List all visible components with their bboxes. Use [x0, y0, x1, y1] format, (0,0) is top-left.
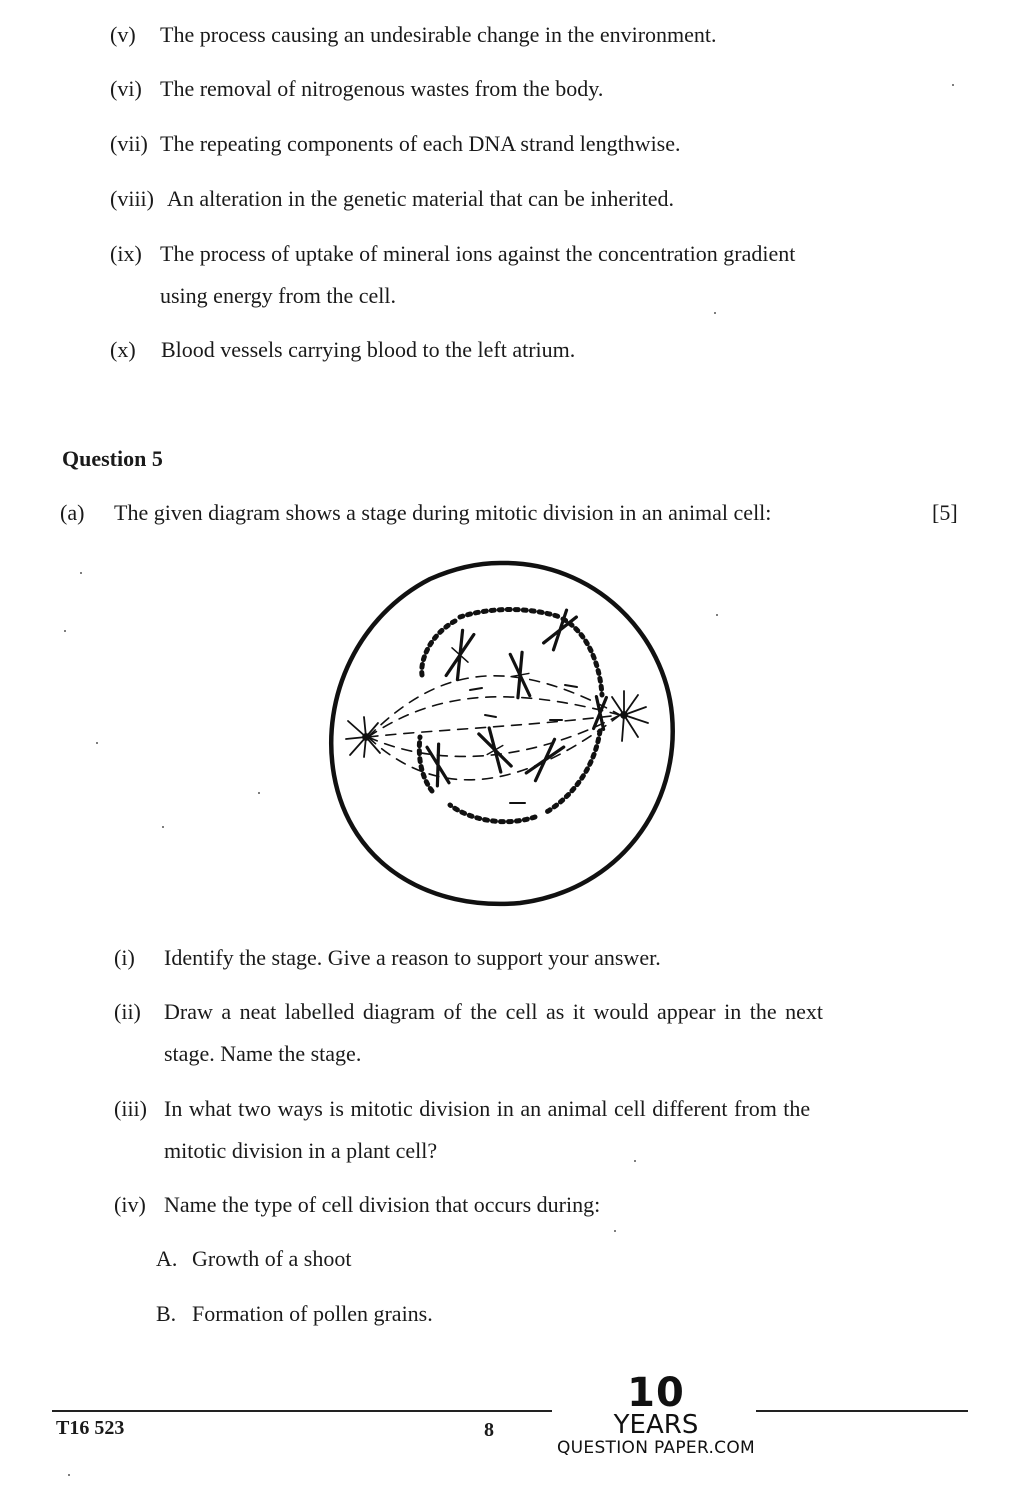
item-number: (ix)	[110, 241, 142, 266]
logo-site: QUESTION PAPER.COM	[557, 1438, 755, 1458]
sub-question-number: (i)	[114, 945, 135, 970]
item-number: (v)	[110, 22, 136, 47]
item-text: The removal of nitrogenous wastes from the body.	[160, 76, 604, 101]
sub-question-number: (iv)	[114, 1192, 146, 1217]
item-text: The process of uptake of mineral ions against the concentration gradient	[160, 241, 796, 266]
sub-question-text: Identify the stage. Give a reason to support your answer.	[164, 945, 661, 970]
item-number: (vii)	[110, 131, 148, 156]
scan-speck	[952, 84, 954, 86]
item-number: (x)	[110, 337, 136, 362]
item-number: (vi)	[110, 76, 142, 101]
sub-question-text: Name the type of cell division that occurs during:	[164, 1192, 601, 1217]
sub-question-number: (iii)	[114, 1096, 147, 1121]
sub-question-continuation: stage. Name the stage.	[164, 1041, 362, 1066]
scan-speck	[80, 572, 82, 574]
part-a-label: (a)	[60, 500, 85, 525]
logo-number: 10	[627, 1370, 685, 1416]
nuclear-envelope-fragment	[460, 610, 560, 618]
sub-question-text: Draw a neat labelled diagram of the cell as it would appear in the next	[164, 999, 823, 1024]
sub-question-continuation: mitotic division in a plant cell?	[164, 1138, 438, 1163]
sub-question-number: (ii)	[114, 999, 141, 1024]
scan-speck	[634, 1160, 636, 1162]
item-text: The repeating components of each DNA strand lengthwise.	[160, 131, 681, 156]
option-label: B.	[156, 1301, 177, 1326]
part-a-text: The given diagram shows a stage during mitotic division in an animal cell:	[114, 500, 772, 525]
option-text: Formation of pollen grains.	[192, 1301, 433, 1326]
page-number: 8	[484, 1419, 494, 1441]
item-continuation: using energy from the cell.	[160, 283, 397, 308]
scan-speck	[614, 1230, 616, 1232]
option-label: A.	[156, 1246, 178, 1271]
paper-code: T16 523	[56, 1417, 125, 1439]
sub-question-text: In what two ways is mitotic division in an animal cell different from the	[164, 1096, 811, 1121]
scan-speck	[716, 614, 718, 616]
site-logo	[556, 1370, 756, 1458]
item-text: An alteration in the genetic material that can be inherited.	[167, 186, 675, 211]
scan-speck	[96, 742, 98, 744]
scan-speck	[162, 826, 164, 828]
option-text: Growth of a shoot	[192, 1246, 352, 1271]
cell-membrane	[331, 563, 672, 904]
item-text: Blood vessels carrying blood to the left atrium.	[161, 337, 576, 362]
marks-badge: [5]	[932, 500, 958, 525]
scan-speck	[258, 792, 260, 794]
footer-rule-right	[756, 1410, 968, 1412]
item-text: The process causing an undesirable change in the environment.	[160, 22, 717, 47]
question-heading: Question 5	[62, 446, 163, 471]
item-number: (viii)	[110, 186, 154, 211]
footer-rule-left	[52, 1410, 552, 1412]
scan-speck	[714, 312, 716, 314]
scan-speck	[68, 1474, 70, 1476]
mitosis-cell-diagram	[320, 555, 680, 915]
logo-years: YEARS	[613, 1410, 699, 1440]
scan-speck	[64, 630, 66, 632]
